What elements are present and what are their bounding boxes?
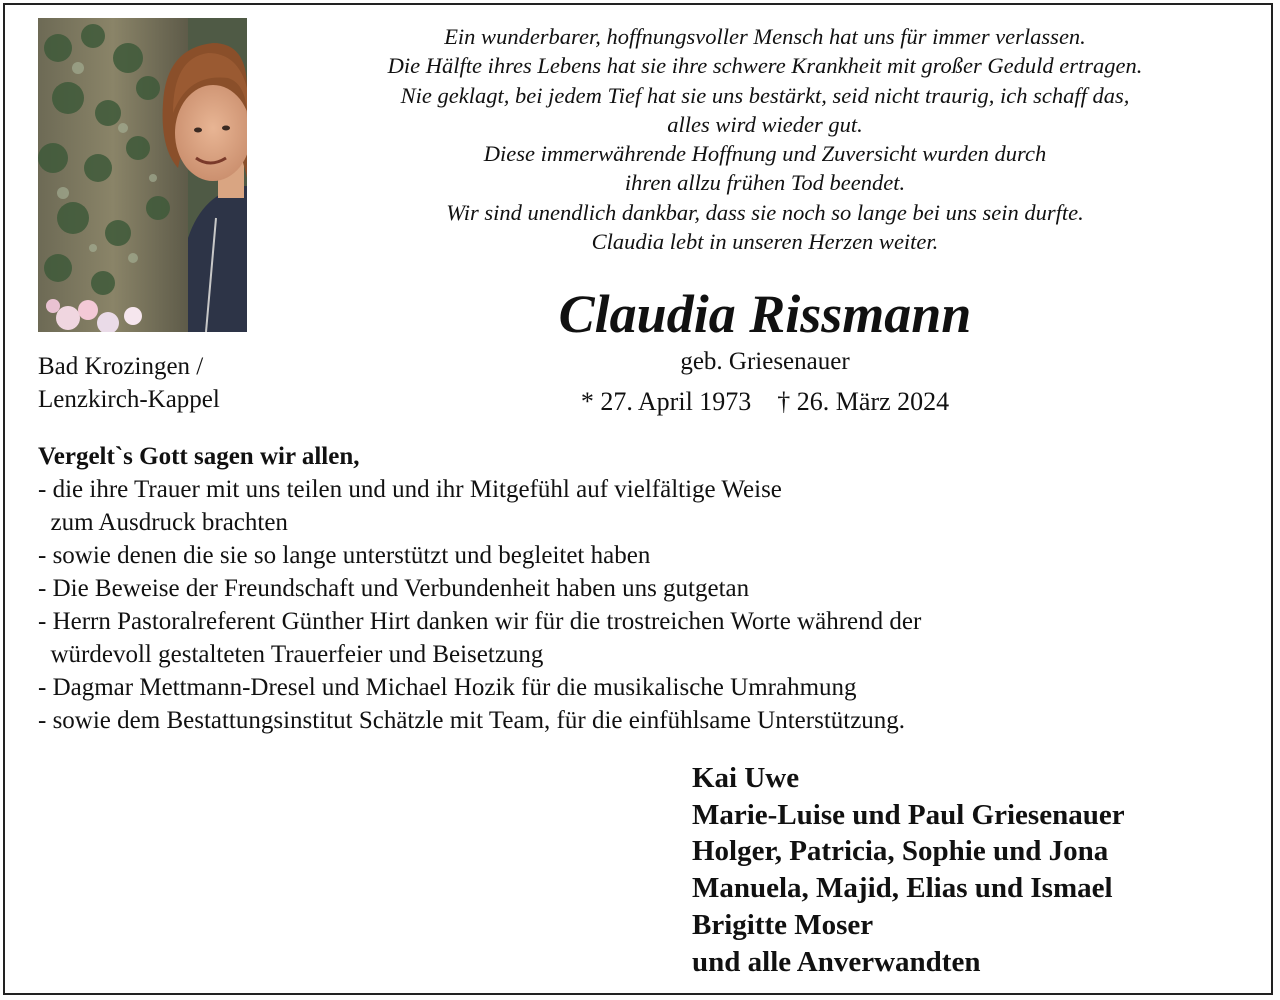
poem-line: Wir sind unendlich dankbar, dass sie noch so lange bei uns sein durfte.: [446, 199, 1084, 225]
thanks-line: - sowie denen die sie so lange unterstützt und begleitet haben: [38, 542, 651, 569]
thanks-line: - Die Beweise der Freundschaft und Verbundenheit haben uns gutgetan: [38, 575, 750, 602]
poem-line: Ein wunderbarer, hoffnungsvoller Mensch hat uns für immer verlassen.: [444, 24, 1086, 49]
poem-line: ihren allzu frühen Tod beendet.: [624, 170, 906, 196]
location-block: [38, 350, 220, 416]
signer-line: Manuela, Majid, Elias und Ismael: [692, 872, 1113, 905]
deceased-name: Claudia Rissmann: [558, 284, 972, 344]
thanks-line: zum Ausdruck brachten: [38, 509, 288, 536]
poem-line: Die Hälfte ihres Lebens hat sie ihre schwere Krankheit mit großer Geduld ertragen.: [387, 53, 1143, 79]
signer-line: Brigitte Moser: [692, 908, 874, 941]
thanks-line: - sowie dem Bestattungsinstitut Schätzle mit Team, für die einfühlsame Unterstützung.: [38, 707, 906, 734]
maiden-name: geb. Griesenauer: [680, 348, 850, 375]
thanks-line: würdevoll gestalteten Trauerfeier und Beisetzung: [38, 641, 544, 668]
poem-line: alles wird wieder gut.: [667, 111, 863, 137]
poem-line: Nie geklagt, bei jedem Tief hat sie uns bestärkt, seid nicht traurig, ich schaff das,: [400, 82, 1130, 108]
signer-line: und alle Anverwandten: [692, 945, 981, 978]
location-line: Lenzkirch-Kappel: [38, 386, 220, 413]
signer-line: Kai Uwe: [692, 762, 800, 794]
thanks-line: - die ihre Trauer mit uns teilen und und ihr Mitgefühl auf vielfältige Weise: [38, 476, 782, 503]
thanks-heading: Vergelt`s Gott sagen wir allen,: [38, 443, 360, 470]
life-dates: * 27. April 1973 † 26. März 2024: [580, 387, 950, 416]
thanks-block: [38, 440, 921, 737]
portrait-photo: [38, 18, 247, 332]
location-line: Bad Krozingen /: [38, 353, 204, 380]
signers-block: [692, 760, 1125, 980]
signer-line: Marie-Luise und Paul Griesenauer: [692, 798, 1125, 831]
thanks-line: - Herrn Pastoralreferent Günther Hirt danken wir für die trostreichen Worte während der: [38, 608, 922, 635]
memorial-poem: [300, 22, 1230, 256]
poem-line: Claudia lebt in unseren Herzen weiter.: [591, 229, 939, 255]
signer-line: Holger, Patricia, Sophie und Jona: [692, 835, 1109, 868]
poem-line: Diese immerwährende Hoffnung und Zuversicht wurden durch: [483, 141, 1047, 167]
thanks-line: - Dagmar Mettmann-Dresel und Michael Hozik für die musikalische Umrahmung: [38, 674, 857, 701]
